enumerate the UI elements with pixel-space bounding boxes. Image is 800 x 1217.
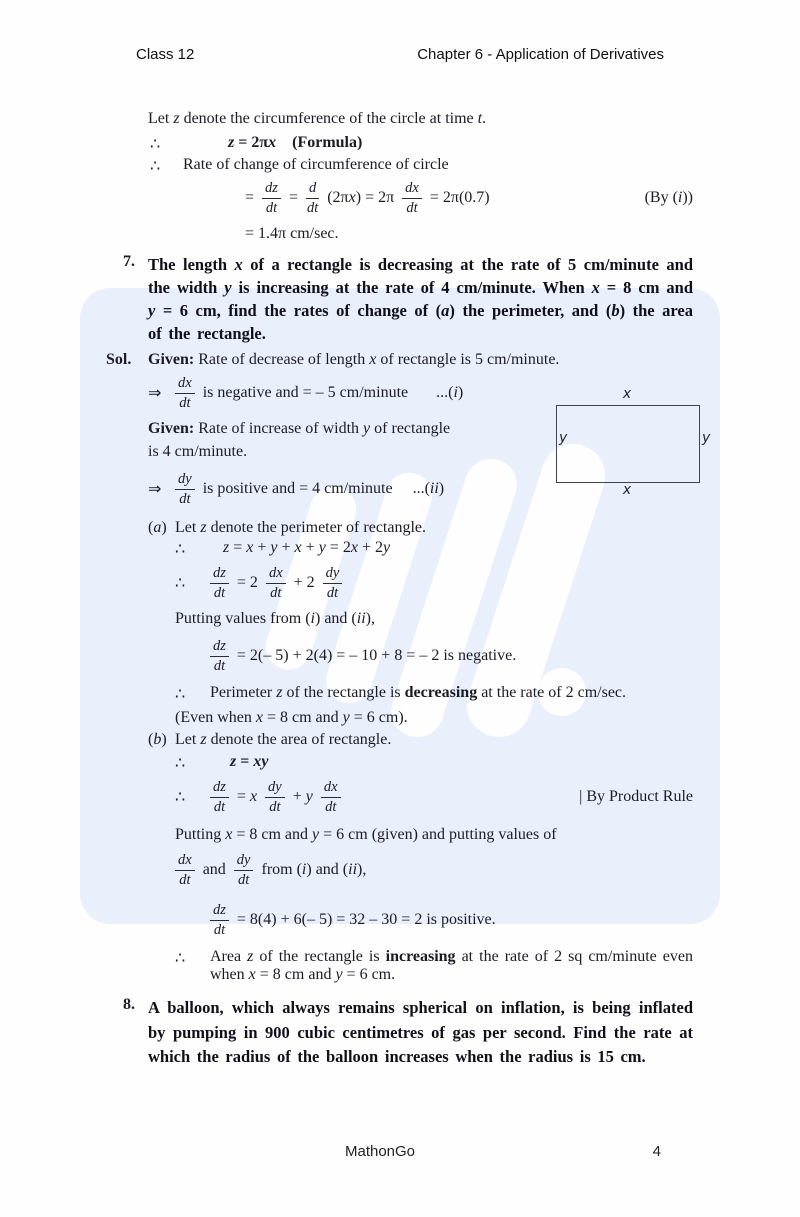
intro-line-1: Let z denote the circumference of the circle at time t.: [148, 110, 487, 127]
fraction-dx-dt: $\frac{dx}{dt}$: [402, 180, 422, 216]
fraction-dz-dt: $\frac{dz}{dt}$: [210, 565, 229, 601]
by-reference: (By (i)): [644, 189, 693, 206]
conclusion-text: Perimeter z of the rectangle is decreasing at the rate of 2 cm/sec.: [210, 684, 627, 701]
question-text: A balloon, which always remains spherical on inflation, is being inflated by pumping in 900 cubic centimetres of gas per second. Find the rate at which the radius of the balloon increases when the radius is 15 cm.: [148, 998, 693, 1066]
therefore-symbol: ∴: [150, 136, 161, 153]
fraction-dz-dt: $\frac{dz}{dt}$: [210, 638, 229, 674]
diagram-label-x-top: x: [622, 386, 632, 402]
from-text: from (i) and (ii),: [261, 861, 367, 878]
solution-row: [106, 351, 693, 369]
area-formula-row: [175, 753, 693, 773]
result-expression: = 2(– 5) + 2(4) = – 10 + 8 = – 2 is negative.: [236, 647, 517, 664]
perimeter-equation: [175, 539, 693, 559]
product-rule-note: | By Product Rule: [579, 788, 693, 805]
perimeter-formula: z = x + y + x + y = 2x + 2y: [223, 539, 391, 556]
perimeter-result: [210, 634, 693, 678]
area-derivative: [175, 775, 693, 819]
formula-text: z = 2πx (Formula): [228, 134, 363, 151]
tag-i: ...(i): [436, 384, 464, 401]
sol-label: Sol.: [106, 351, 132, 368]
given-1: Given: Rate of decrease of length x of rectangle is 5 cm/minute.: [148, 351, 560, 368]
fraction-dz-dt: $\frac{dz}{dt}$: [262, 180, 281, 216]
question-7: [123, 253, 693, 345]
conclusion-text: Area z of the rectangle is increasing at the rate of 2 sq cm/minute even when x = 8 cm and y = 6 cm.: [210, 948, 693, 983]
perimeter-derivative: [175, 561, 693, 605]
page-body: [106, 107, 693, 1070]
coefficient: + 2: [293, 574, 315, 591]
header-class: Class 12: [136, 46, 195, 63]
therefore-symbol: ∴: [175, 755, 186, 772]
rate-line: [150, 156, 693, 176]
fractions-from-row: [175, 848, 693, 892]
given-2b: is 4 cm/minute.: [148, 443, 248, 460]
equals: =: [245, 189, 255, 206]
part-b-intro: Let z denote the area of rectangle.: [175, 731, 392, 748]
question-text: The length x of a rectangle is decreasing at the rate of 5 cm/minute and the width y is increasing at the rate of 4 cm/minute. When x = 8 cm and y = 6 cm, find the rates of change of (a) the perimeter, and (b) the area of the rectangle.: [148, 255, 694, 343]
perimeter-conclusion: [175, 684, 693, 704]
implies-symbol: ⇒: [148, 385, 162, 402]
diagram-label-x-bottom: x: [622, 482, 632, 498]
tag-ii: ...(ii): [412, 480, 445, 497]
equation-i-text: is negative and = – 5 cm/minute: [202, 384, 409, 401]
question-8: [123, 996, 693, 1070]
and-text: and: [202, 861, 226, 878]
area-formula: z = xy: [230, 753, 269, 770]
circumference-equation: [245, 176, 693, 220]
equation-tail: = 2π(0.7): [429, 189, 490, 206]
part-a-intro: Let z denote the perimeter of rectangle.: [175, 519, 427, 536]
therefore-symbol: ∴: [150, 158, 161, 175]
fraction-dx-dt: $\frac{dx}{dt}$: [175, 375, 195, 411]
fraction-dx-dt: $\frac{dx}{dt}$: [321, 779, 341, 815]
putting-values: Putting values from (i) and (ii),: [175, 610, 375, 627]
diagram-rectangle: [556, 405, 700, 483]
part-b-label: (b): [148, 731, 167, 748]
diagram-label-y-right: y: [702, 430, 711, 446]
equation-ii-text: is positive and = 4 cm/minute: [202, 480, 393, 497]
rectangle-diagram: [556, 388, 710, 502]
part-a-label: (a): [148, 519, 167, 536]
formula-line: [150, 134, 693, 154]
even-when-note: (Even when x = 8 cm and y = 6 cm).: [175, 709, 408, 726]
term-x: = x: [236, 788, 258, 805]
question-number: 7.: [123, 253, 135, 270]
fraction-dy-dt: $\frac{dy}{dt}$: [265, 779, 285, 815]
therefore-symbol: ∴: [175, 789, 186, 806]
implies-symbol: ⇒: [148, 481, 162, 498]
result-expression: = 8(4) + 6(– 5) = 32 – 30 = 2 is positive.: [236, 911, 496, 928]
equals: =: [288, 189, 298, 206]
therefore-symbol: ∴: [175, 686, 186, 703]
page-header: [136, 46, 664, 63]
question-number: 8.: [123, 996, 135, 1013]
part-b-row: [148, 731, 693, 749]
fraction-d-dt: $\frac{d}{dt}$: [306, 179, 319, 216]
rate-text: Rate of change of circumference of circle: [183, 156, 449, 173]
therefore-symbol: ∴: [175, 950, 186, 967]
fraction-dx-dt: $\frac{dx}{dt}$: [175, 852, 195, 888]
therefore-symbol: ∴: [175, 541, 186, 558]
area-result: [210, 898, 693, 942]
equation-middle: (2πx) = 2π: [327, 189, 395, 206]
fraction-dz-dt: $\frac{dz}{dt}$: [210, 902, 229, 938]
therefore-symbol: ∴: [175, 575, 186, 592]
fraction-dy-dt: $\frac{dy}{dt}$: [323, 565, 343, 601]
part-a-row: [148, 519, 693, 537]
area-conclusion: [175, 948, 693, 984]
putting-xy: Putting x = 8 cm and y = 6 cm (given) and putting values of: [175, 826, 557, 843]
fraction-dx-dt: $\frac{dx}{dt}$: [266, 565, 286, 601]
fraction-dy-dt: $\frac{dy}{dt}$: [175, 471, 195, 507]
footer-brand: MathonGo: [344, 1143, 416, 1160]
term-y: + y: [292, 788, 313, 805]
diagram-label-y-left: y: [559, 430, 568, 446]
footer-page-number: 4: [652, 1143, 661, 1160]
result-line: = 1.4π cm/sec.: [245, 225, 339, 242]
header-chapter: Chapter 6 - Application of Derivatives: [417, 46, 664, 63]
coefficient: = 2: [236, 574, 258, 591]
fraction-dy-dt: $\frac{dy}{dt}$: [234, 852, 254, 888]
fraction-dz-dt: $\frac{dz}{dt}$: [210, 779, 229, 815]
given-2a: Given: Rate of increase of width y of rectangle: [148, 420, 451, 437]
